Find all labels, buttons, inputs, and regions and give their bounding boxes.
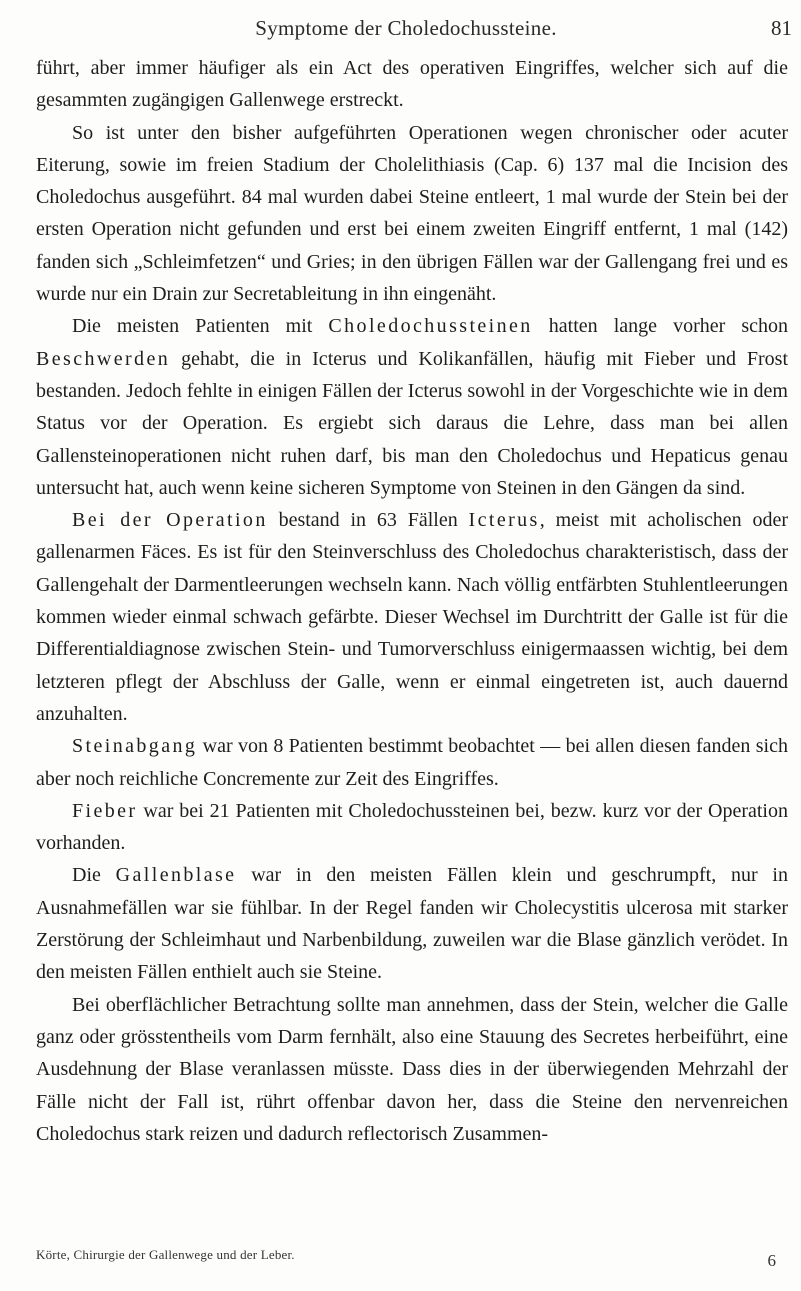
- text-run: bestand in 63 Fällen: [267, 509, 469, 532]
- paragraph: [36, 52, 788, 117]
- running-head: Symptome der Choledochussteine.: [255, 16, 557, 40]
- body-text: [36, 52, 788, 1150]
- paragraph: [36, 117, 788, 311]
- text-run: Die meisten Patienten mit: [72, 315, 329, 338]
- sheet-signature: 6: [767, 1251, 776, 1270]
- paragraph: [36, 310, 788, 504]
- text-run: Die: [72, 864, 116, 887]
- text-run: war in den meisten Fällen klein und geschrumpft, nur in Ausnahmefällen war sie fühlbar. In der Regel fanden wir Cholecystitis ulcerosa mit starker Zerstörung der Schleimhaut und Narbenbildung, zuweilen war die Blase gänzlich verödet. In den meisten Fällen enthielt auch sie Steine.: [36, 864, 788, 984]
- text-run: war bei 21 Patienten mit Choledochussteinen bei, bezw. kurz vor der Operation vorhanden.: [36, 799, 788, 855]
- spaced-emphasis: Gallenblase: [115, 864, 237, 887]
- text-run: hatten lange vorher schon: [532, 315, 788, 338]
- page-header: [20, 16, 792, 42]
- paragraph: [36, 730, 788, 795]
- paragraph: [36, 795, 788, 860]
- text-run: führt, aber immer häufiger als ein Act des operativen Eingriffes, welcher sich auf die gesammten zugängigen Gallenwege erstreckt.: [36, 57, 788, 112]
- spaced-emphasis: Bei der Operation: [72, 509, 268, 532]
- footer-citation: Körte, Chirurgie der Gallenwege und der Leber.: [36, 1247, 295, 1262]
- text-run: Bei oberflächlicher Betrachtung sollte man annehmen, dass der Stein, welcher die Galle ganz oder grösstentheils vom Darm fernhält, also eine Stauung des Secretes herbeiführt, eine Ausdehnung der Blase veranlassen müsste. Dass dies in der überwiegenden Mehrzahl der Fälle nicht der Fall ist, rührt offenbar davon her, dass die Steine den nervenreichen Choledochus stark reizen und dadurch reflectorisch Zusammen-: [36, 993, 788, 1145]
- spaced-emphasis: Beschwerden: [36, 347, 171, 370]
- page-footer: [36, 1247, 788, 1271]
- paragraph: [36, 504, 788, 730]
- text-run: gehabt, die in Icterus und Kolikanfällen, häufig mit Fieber und Frost bestanden. Jedoch fehlte in einigen Fällen der Icterus sowohl in der Vorgeschichte wie in dem Status vor der Operation. Es ergiebt sich daraus die Lehre, dass man bei allen Gallensteinoperationen nicht ruhen darf, bis man den Choledochus und Hepaticus genau untersucht hat, auch wenn keine sicheren Symptome von Steinen in den Gängen da sind.: [36, 347, 788, 499]
- spaced-emphasis: Steinabgang: [72, 735, 198, 758]
- text-run: So ist unter den bisher aufgeführten Operationen wegen chronischer oder acuter Eiterung, sowie im freien Stadium der Cholelithiasis (Cap. 6) 137 mal die Incision des Choledochus ausgeführt. 84 mal wurden dabei Steine entleert, 1 mal wurde der Stein bei der ersten Operation nicht gefunden und erst bei einem zweiten Eingriff entfernt, 1 mal (142) fanden sich „Schleimfetzen“ und Gries; in den übrigen Fällen war der Gallengang frei und es wurde nur ein Drain zur Secretableitung in ihn eingenäht.: [36, 121, 788, 306]
- spaced-emphasis: Choledochussteinen: [328, 315, 533, 338]
- spaced-emphasis: Icterus: [468, 509, 540, 532]
- page-number: 81: [771, 16, 792, 40]
- text-run: war von 8 Patienten bestimmt beobachtet — bei allen diesen fanden sich aber noch reichliche Concremente zur Zeit des Eingriffes.: [36, 735, 788, 790]
- paragraph: [36, 989, 788, 1150]
- spaced-emphasis: Fieber: [72, 799, 138, 822]
- paragraph: [36, 859, 788, 988]
- text-run: , meist mit acholischen oder gallenarmen Fäces. Es ist für den Steinverschluss des Choledochus charakteristisch, dass der Gallengehalt der Darmentleerungen wechseln kann. Nach völlig entfärbten Stuhlentleerungen kommen wieder einmal schwach gefärbte. Dieser Wechsel im Durchtritt der Galle ist für die Differentialdiagnose zwischen Stein- und Tumorverschluss einigermaassen wichtig, bei dem letzteren pflegt der Abschluss der Galle, wenn er einmal eingetreten ist, auch dauernd anzuhalten.: [36, 509, 788, 725]
